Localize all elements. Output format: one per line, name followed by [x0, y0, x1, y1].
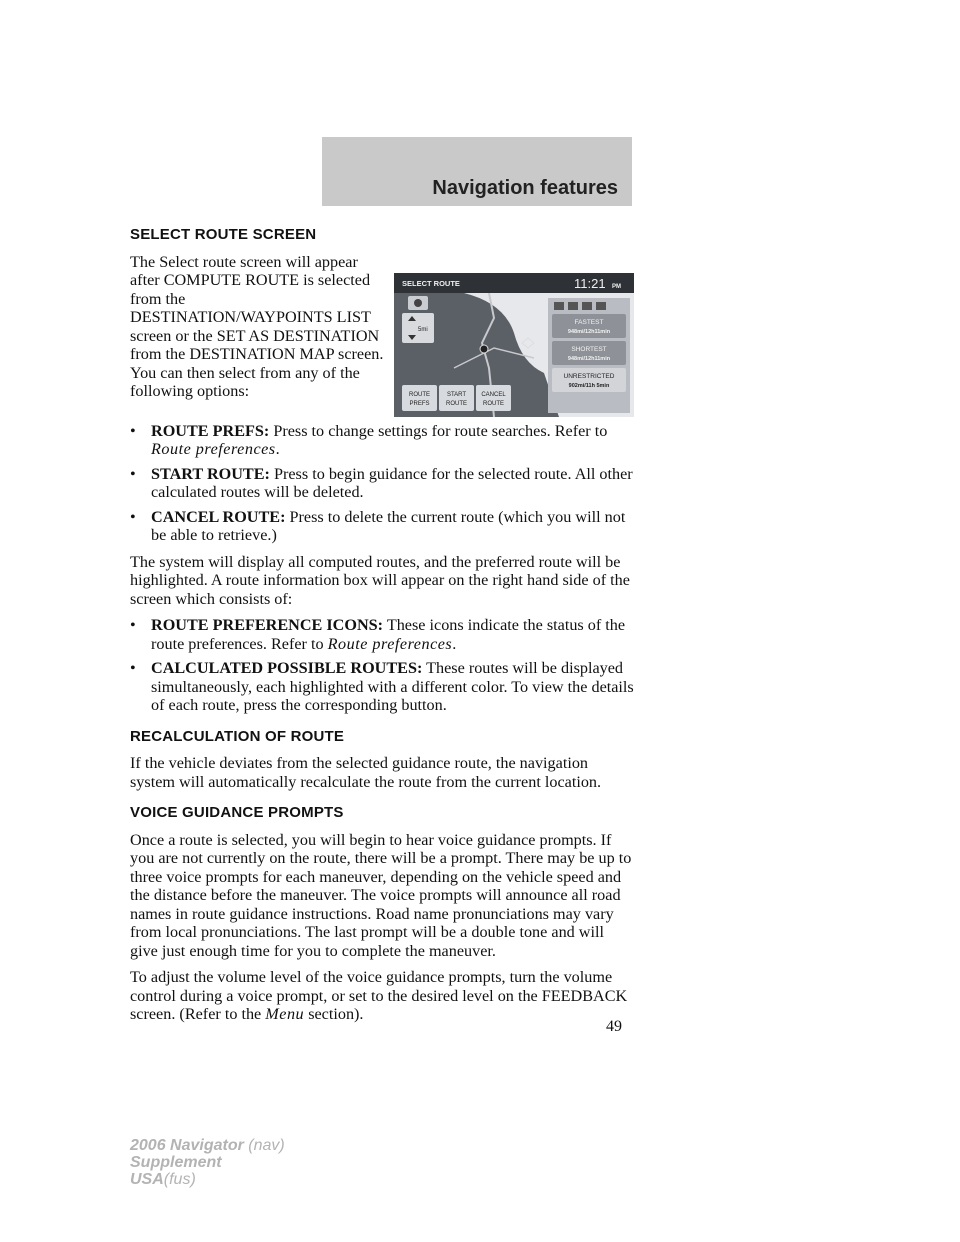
cancel-route-line2: ROUTE	[483, 400, 504, 407]
cross-reference: Route preferences	[327, 634, 453, 653]
volume-text: To adjust the volume level of the voice guidance prompts, turn the volume control during a voice prompt, or set to the desired level on the FEEDBACK screen. (Refer to the	[130, 968, 628, 1023]
bullet: •	[130, 507, 136, 526]
option-term: ROUTE PREFS:	[151, 421, 270, 440]
route-option-fastest[interactable]	[552, 314, 626, 338]
option-text: Press to delete the current route (which you will not be able to retrieve.)	[151, 507, 626, 544]
route-unrestricted-name: UNRESTRICTED	[563, 372, 615, 380]
list-item	[130, 508, 635, 545]
box-item-term: CALCULATED POSSIBLE ROUTES:	[151, 659, 423, 677]
voice-guidance-heading: VOICE GUIDANCE PROMPTS	[130, 804, 344, 821]
footer-line-1	[130, 1137, 285, 1154]
route-shortest-detail: 948mi/12h11min	[567, 355, 611, 362]
bullet: •	[130, 464, 136, 483]
footer-line-3	[130, 1171, 285, 1188]
list-item	[130, 659, 635, 715]
route-fastest-detail: 948mi/12h11min	[567, 328, 611, 335]
screen-button-cancel-route[interactable]	[476, 385, 511, 411]
recalculation-heading: RECALCULATION OF ROUTE	[130, 727, 345, 745]
voice-guidance-text: Once a route is selected, you will begin to hear voice guidance prompts. If you are not currently on the route, there will be a prompt. There may be up to three voice prompts for each maneuver, depending on the vehicle speed and the distance before the maneuver. The voice prompts will announce all road names in route guidance instructions. Road name pronunciations may vary from local pronunciations. The last prompt will be a double tone and will give just enough time for you to complete the maneuver.	[130, 830, 632, 960]
footer-model-code: (nav)	[248, 1137, 285, 1154]
footer-market-code: (fus)	[163, 1171, 196, 1188]
route-prefs-line1: ROUTE	[409, 391, 430, 398]
select-route-screenshot	[394, 273, 634, 417]
screen-button-route-prefs[interactable]	[402, 385, 437, 411]
pref-icon-toll	[568, 302, 578, 310]
pref-icon-ferry	[582, 302, 592, 310]
start-route-line1: START	[446, 391, 467, 398]
header-band	[322, 137, 632, 206]
box-item-tail: .	[452, 634, 457, 653]
footer	[130, 1137, 285, 1188]
route-unrestricted-detail: 902mi/11h 5min	[568, 382, 610, 389]
box-item-term: ROUTE PREFERENCE ICONS:	[151, 616, 384, 634]
option-term: START ROUTE:	[151, 464, 270, 483]
route-shortest-name: SHORTEST	[571, 345, 607, 353]
screen-time: 11:21	[574, 275, 606, 291]
select-route-screen-svg	[394, 273, 634, 417]
start-route-line2: ROUTE	[446, 400, 467, 407]
option-term: CANCEL ROUTE:	[151, 507, 286, 526]
option-tail: .	[275, 440, 280, 458]
box-item-text: These routes will be displayed simultaneously, each highlighted with a different color. To view the details of each route, press the corresponding button.	[151, 659, 634, 714]
page-number: 49	[606, 1018, 622, 1035]
bullet: •	[130, 421, 136, 440]
screen-ampm: PM	[612, 283, 621, 290]
bullet: •	[130, 659, 136, 677]
list-item	[130, 465, 635, 502]
volume-paragraph	[130, 968, 635, 1024]
pref-icon-highway	[554, 302, 564, 310]
recalculation-text: If the vehicle deviates from the selected guidance route, the navigation system will automatically recalculate the route from the current location.	[130, 754, 602, 791]
box-item-text: These icons indicate the status of the route preferences. Refer to	[151, 616, 626, 653]
north-icon	[414, 299, 422, 307]
footer-line-2: Supplement	[130, 1154, 222, 1171]
list-item	[130, 616, 635, 653]
route-info-box-list	[130, 616, 635, 715]
select-route-options-list	[130, 422, 635, 545]
option-text: Press to change settings for route searches. Refer to	[273, 421, 608, 440]
display-paragraph: The system will display all computed routes, and the preferred route will be highlighted. A route information box will appear on the right hand side of the screen which consists of:	[130, 552, 630, 608]
footer-market: USA	[130, 1171, 164, 1188]
select-route-intro: The Select route screen will appear after COMPUTE ROUTE is selected from the DESTINATION/WAYPOINTS LIST screen or the SET AS DESTINATION from the DESTINATION MAP screen. You can then select from any of the following options:	[130, 252, 384, 400]
list-item	[130, 422, 635, 459]
route-fastest-name: FASTEST	[574, 318, 604, 326]
cross-reference: Menu	[265, 1005, 305, 1023]
screen-title: SELECT ROUTE	[402, 278, 460, 288]
route-prefs-line2: PREFS	[409, 400, 430, 407]
intro-row	[130, 253, 635, 419]
zoom-scale: 5mi	[418, 326, 428, 333]
screen-button-start-route[interactable]	[439, 385, 474, 411]
option-text: Press to begin guidance for the selected route. All other calculated routes will be deleted.	[151, 464, 633, 501]
route-option-shortest[interactable]	[552, 341, 626, 365]
pref-icon-timed	[596, 302, 606, 310]
footer-model: 2006 Navigator	[130, 1137, 244, 1154]
select-route-heading: SELECT ROUTE SCREEN	[130, 226, 317, 243]
cancel-route-line1: CANCEL	[481, 391, 506, 398]
page-header-title: Navigation features	[432, 177, 618, 199]
volume-tail: section).	[308, 1005, 364, 1023]
vehicle-marker	[480, 345, 488, 353]
cross-reference: Route preferences	[151, 440, 276, 458]
page-content	[130, 226, 635, 1032]
route-option-unrestricted[interactable]	[552, 368, 626, 392]
bullet: •	[130, 616, 136, 634]
